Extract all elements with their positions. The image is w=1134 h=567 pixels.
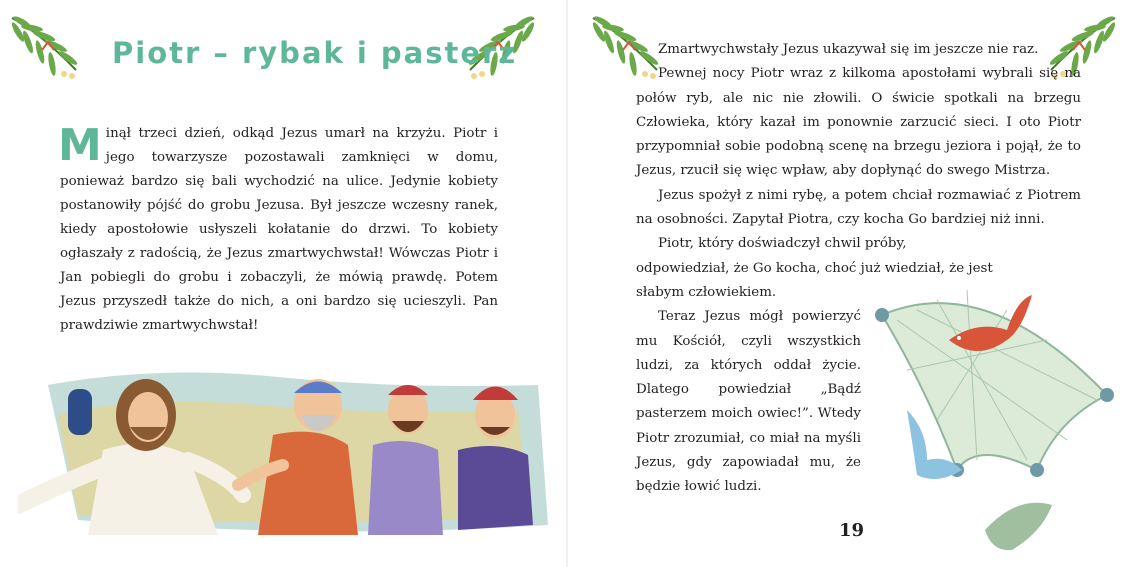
apostles-illustration <box>18 355 548 535</box>
paragraph: Piotr, który doświadczył chwil próby, odpowiedział, że Go kocha, choć już wiedział, że jest słabym człowiekiem. <box>636 236 993 300</box>
holly-branch-icon <box>4 12 84 80</box>
paragraph: Zmartwychwstały Jezus ukazywał się im jeszcze nie raz. <box>658 42 1039 57</box>
page-title: Piotr – rybak i pasterz <box>112 36 518 70</box>
drop-cap: M <box>58 120 102 171</box>
fishing-net-illustration <box>867 270 1127 560</box>
left-paragraph-text: inął trzeci dzień, odkąd Jezus umarł na krzyżu. Piotr i jego towarzysze pozostawali zamknięci w domu, ponieważ bardzo się bali wychodzić na ulice. Jedynie kobiety postanowiły pójść do grobu Jezusa. Był jeszcze wczesny ranek, kiedy apostołowie usłyszeli kołatanie do drzwi. To kobiety ogłaszały z radością, że Jezus zmartwychwstał! Wówczas Piotr i Jan pobiegli do grobu i zobaczyli, że mówią prawdę. Potem Jezus przyszedł także do nich, a oni bardzo się ucieszyli. Pan prawdziwie zmartwychwstał! <box>60 126 498 333</box>
right-page <box>567 0 1134 567</box>
page-number: 19 <box>839 520 865 541</box>
paragraph: Teraz Jezus mógł powierzyć mu Kościół, czyli wszystkich ludzi, za których oddał życie. Dlatego powiedział „Bądź pasterzem moich owiec!”. Wtedy Piotr zrozumiał, co miał na myśli Jezus, gdy zapowiadał mu, że będzie łowić ludzi. <box>636 309 861 495</box>
paragraph: Pewnej nocy Piotr wraz z kilkoma apostołami wybrali się na połów ryb, ale nic nie złowili. O świcie spotkali na brzegu Człowieka, który kazał im ponownie zarzucić sieci. I oto Piotr przypomniał sobie podobną scenę na brzegu jeziora i pojął, że to Jezus, rzucił się więc wpław, aby dopłynąć do swego Mistrza. <box>636 66 1081 179</box>
left-paragraph <box>60 122 498 338</box>
paragraph: Jezus spożył z nimi rybę, a potem chciał rozmawiać z Piotrem na osobności. Zapytał Piotra, czy kocha Go bardziej niż inni. <box>636 187 1081 228</box>
